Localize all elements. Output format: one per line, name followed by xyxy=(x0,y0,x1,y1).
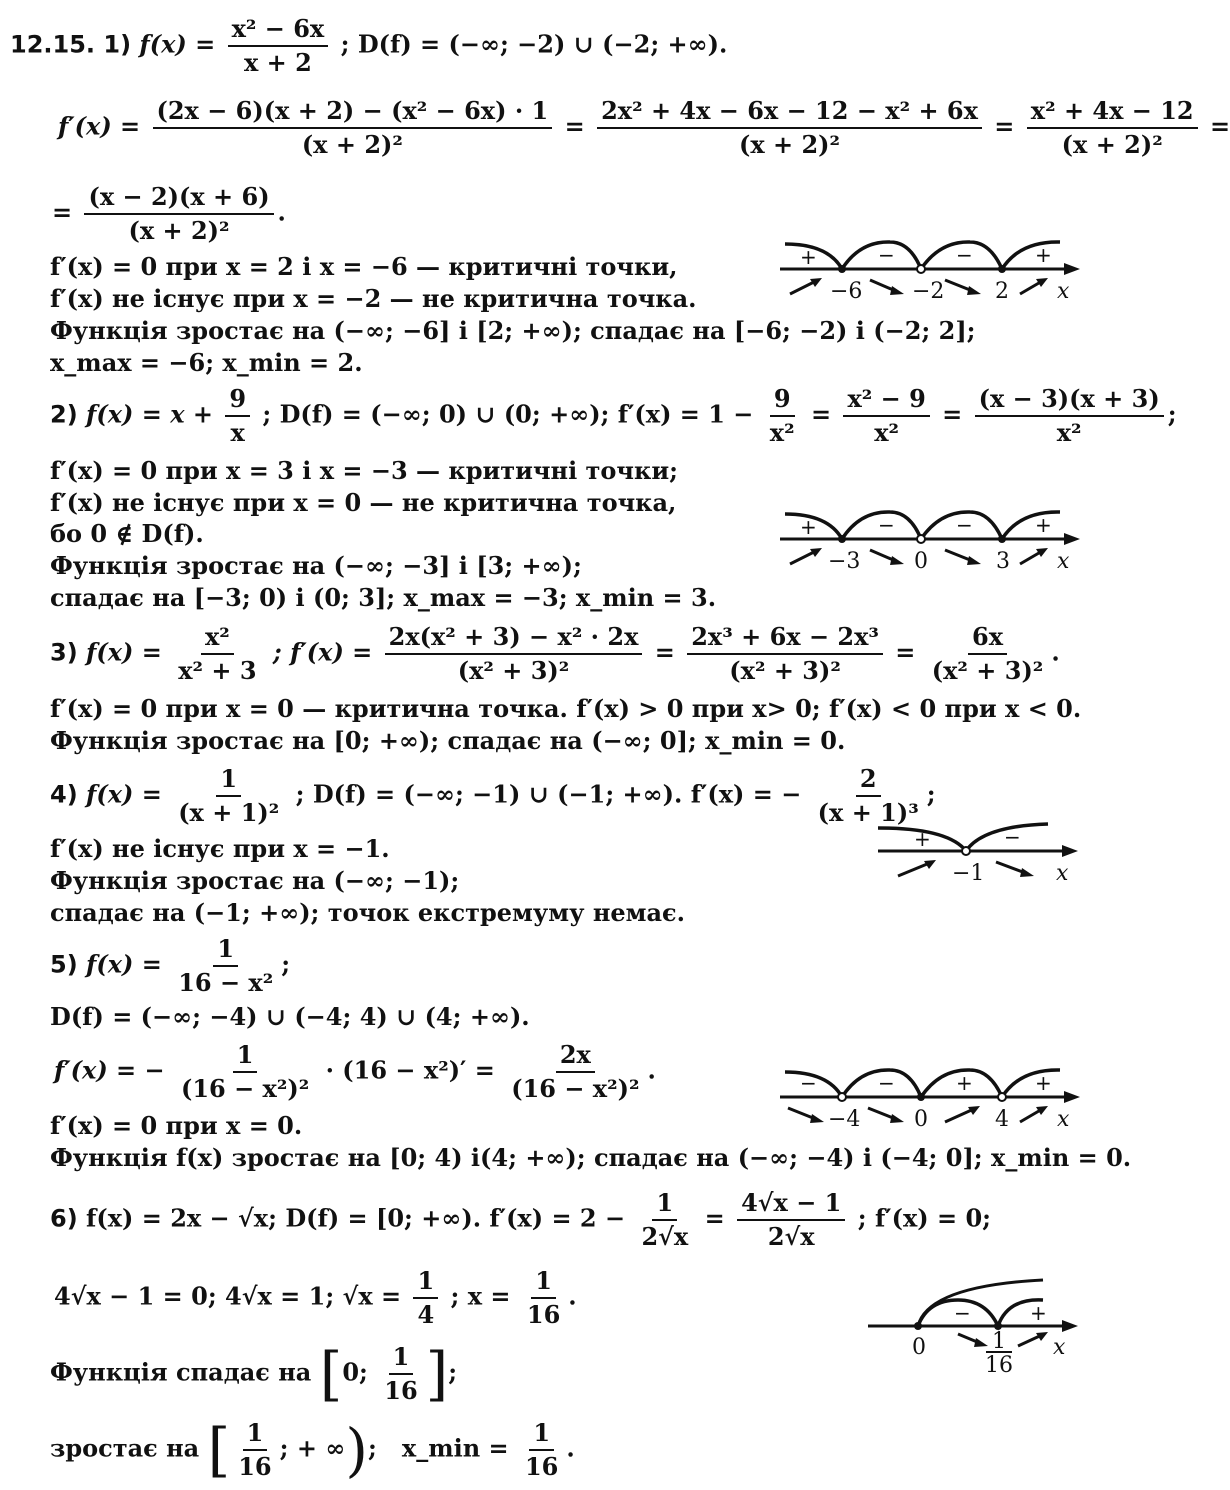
critical-point xyxy=(998,535,1006,543)
point-label: 4 xyxy=(995,1107,1009,1132)
semicolon: ; xyxy=(1167,399,1177,429)
critical-point xyxy=(917,1093,925,1101)
equals: = xyxy=(1210,111,1230,141)
numerator: 9 xyxy=(225,384,250,417)
p2-f-lhs: f(x) = x + xyxy=(86,399,213,429)
p5-derivative-line xyxy=(54,1040,656,1104)
sign-diagram-2 xyxy=(780,506,1080,576)
equals: = xyxy=(654,637,675,667)
p4-f-lhs: f(x) = xyxy=(86,779,162,809)
sign-label: − xyxy=(1004,825,1021,849)
denominator: 2√x xyxy=(641,1222,689,1251)
interval-start: 0; xyxy=(342,1357,368,1387)
p5-function-line xyxy=(50,934,290,998)
p6-function: f(x) = 2x − √x; D(f) = [0; +∞). f′(x) = 2 − xyxy=(86,1203,626,1233)
denominator: (16 − x²)² xyxy=(511,1074,640,1103)
axis-label: x xyxy=(1057,279,1070,304)
numerator: 1 xyxy=(413,1266,438,1299)
numerator: 2 xyxy=(856,764,881,797)
p3-frac-c xyxy=(928,622,1048,686)
equals: = xyxy=(52,197,73,227)
sign-label: + xyxy=(800,515,817,539)
arrow-head-icon xyxy=(967,556,981,565)
p3-frac-b xyxy=(687,622,883,686)
p3-derivative-lhs: ; f′(x) = xyxy=(272,637,373,667)
denominator: (x + 2)² xyxy=(738,130,841,159)
p3-f-lhs: f(x) = xyxy=(86,637,162,667)
p1-function-line xyxy=(10,14,727,78)
p2-monotonic-1: Функція зростає на (−∞; −3] і [3; +∞); xyxy=(50,551,582,580)
sign-label: − xyxy=(956,243,973,267)
p1-derivative-lhs: f′(x) = xyxy=(58,111,141,141)
numerator: 2x³ + 6x − 2x³ xyxy=(687,622,883,655)
p6-function-line xyxy=(50,1188,991,1252)
p1-f-lhs: f(x) = xyxy=(139,29,216,59)
sign-label: − xyxy=(954,1301,971,1325)
period: . xyxy=(568,1281,577,1311)
arrow-head-icon xyxy=(890,1114,904,1123)
numerator: 2x² + 4x − 6x − 12 − x² + 6x xyxy=(597,96,982,129)
denominator: 16 xyxy=(526,1300,561,1329)
denominator: (x + 2)² xyxy=(301,130,403,159)
axis-label: x xyxy=(1053,1335,1066,1360)
sign-diagram-6 xyxy=(868,1276,1078,1386)
p5-monotonic: Функція f(x) зростає на [0; 4) і(4; +∞); спадає на (−∞; −4) і (−4; 0]; x_min = 0. xyxy=(50,1143,1132,1172)
denominator: (16 − x²)² xyxy=(180,1074,310,1103)
denominator: x² xyxy=(874,418,900,447)
denominator: (x² + 3)² xyxy=(931,656,1044,685)
p5-f-fraction xyxy=(174,934,277,998)
p2-frac-c xyxy=(975,384,1164,448)
right-bracket: ] xyxy=(425,1340,449,1408)
numerator: 2x(x² + 3) − x² · 2x xyxy=(385,622,643,655)
p2-not-exist: f′(x) не існує при x = 0 — не критична точка, xyxy=(50,488,677,517)
point-label: −2 xyxy=(912,279,945,304)
point-label-denominator: 16 xyxy=(985,1353,1013,1378)
point-label: −1 xyxy=(952,861,985,886)
p6-solve-line xyxy=(54,1266,577,1330)
p6-increase-line xyxy=(50,1418,575,1482)
arrow-head-icon xyxy=(974,1338,988,1347)
period: . xyxy=(1051,637,1060,667)
numerator: (2x − 6)(x + 2) − (x² − 6x) · 1 xyxy=(153,96,553,129)
denominator: x xyxy=(230,418,245,447)
p4-domain: ; D(f) = (−∞; −1) ∪ (−1; +∞). f′(x) = − xyxy=(295,779,802,809)
p1-extremum: x_max = −6; x_min = 2. xyxy=(50,348,363,377)
p2-because: бо 0 ∉ D(f). xyxy=(50,519,204,548)
critical-point xyxy=(914,1322,922,1330)
left-bracket: [ xyxy=(319,1340,343,1408)
equals: = xyxy=(564,111,585,141)
sign-arcs xyxy=(785,1070,1060,1097)
p2-f-fraction xyxy=(225,384,250,448)
p2-critical: f′(x) = 0 при x = 3 і x = −3 — критичні точки; xyxy=(50,456,678,485)
numerator: 1 xyxy=(233,1040,258,1073)
p3-monotonic: Функція зростає на [0; +∞); спадає на (−∞; 0]; x_min = 0. xyxy=(50,726,846,755)
denominator: 16 xyxy=(384,1376,418,1405)
denominator: (x + 1)³ xyxy=(817,798,919,827)
p6-tail: ; f′(x) = 0; xyxy=(857,1203,991,1233)
numerator: 1 xyxy=(216,764,241,797)
denominator: x + 2 xyxy=(244,48,312,77)
axis-arrow-icon xyxy=(1062,845,1078,857)
numerator: 1 xyxy=(531,1266,556,1299)
problem-number: 3) xyxy=(50,638,78,667)
sign-label: + xyxy=(914,827,931,851)
sign-label: + xyxy=(800,245,817,269)
p6-decrease-line xyxy=(50,1342,457,1406)
arrow-head-icon xyxy=(810,1114,824,1123)
p6-xmin-frac xyxy=(521,1418,562,1482)
sign-label: + xyxy=(1035,513,1052,537)
axis-label: x xyxy=(1057,549,1070,574)
denominator: x² xyxy=(1056,418,1082,447)
problem-number: 12.15. 1) xyxy=(10,30,132,59)
numerator: 9 xyxy=(770,384,795,417)
p5-critical: f′(x) = 0 при x = 0. xyxy=(50,1111,303,1140)
p4-monotonic-2: спадає на (−1; +∞); точок екстремуму немає. xyxy=(50,898,686,927)
p6-inc-frac xyxy=(234,1418,275,1482)
numerator: x² xyxy=(201,622,234,655)
sign-label: + xyxy=(1035,1071,1052,1095)
period: . xyxy=(647,1055,656,1085)
denominator: (x + 1)² xyxy=(178,798,280,827)
critical-point xyxy=(838,535,846,543)
p1-derivative-line xyxy=(58,96,1230,160)
sign-label: + xyxy=(956,1071,973,1095)
p1-not-exist: f′(x) не існує при x = −2 — не критична точка. xyxy=(50,284,697,313)
p2-function-line xyxy=(50,384,1177,448)
arrow-head-icon xyxy=(890,556,904,565)
p1-factored-line xyxy=(52,182,286,246)
problem-number: 2) xyxy=(50,400,78,429)
numerator: (x − 2)(x + 6) xyxy=(84,182,273,215)
excluded-point xyxy=(998,1093,1006,1101)
denominator: x² + 3 xyxy=(178,656,257,685)
denominator: (x + 2)² xyxy=(1061,130,1163,159)
p2-monotonic-2: спадає на [−3; 0) і (0; 3]; x_max = −3; x_min = 3. xyxy=(50,583,717,612)
semicolon: ; xyxy=(367,1433,377,1463)
sign-arcs xyxy=(918,1300,1043,1326)
point-label: 0 xyxy=(914,549,928,574)
numerator: 1 xyxy=(529,1418,554,1451)
equals: = xyxy=(994,111,1015,141)
point-label: −3 xyxy=(828,549,861,574)
p6-xmin: x_min = xyxy=(401,1433,509,1463)
p6-frac-sixteenth xyxy=(523,1266,564,1330)
period: . xyxy=(566,1433,575,1463)
axis-arrow-icon xyxy=(1064,533,1080,545)
numerator: 1 xyxy=(243,1418,268,1451)
equals: = xyxy=(942,399,963,429)
p1-critical: f′(x) = 0 при x = 2 і x = −6 — критичні точки, xyxy=(50,252,678,281)
point-label: 3 xyxy=(996,549,1010,574)
numerator: 2x xyxy=(556,1040,595,1073)
point-label-numerator: 1 xyxy=(992,1329,1006,1354)
sign-diagram-1 xyxy=(780,236,1080,306)
numerator: (x − 3)(x + 3) xyxy=(975,384,1164,417)
sign-arcs xyxy=(878,824,1048,851)
excluded-point xyxy=(917,265,925,273)
arrow-head-icon xyxy=(1020,868,1034,877)
p2-frac-a xyxy=(766,384,799,448)
numerator: x² − 9 xyxy=(843,384,929,417)
sign-label: − xyxy=(878,1071,895,1095)
p6-increase-label: зростає на xyxy=(50,1433,200,1463)
critical-point xyxy=(998,265,1006,273)
p6-solve: 4√x − 1 = 0; 4√x = 1; √x = xyxy=(54,1281,402,1311)
equals: = xyxy=(895,637,916,667)
denominator: (x² + 3)² xyxy=(457,656,570,685)
problem-number: 4) xyxy=(50,780,78,809)
p6-x-eq: ; x = xyxy=(450,1281,511,1311)
equals: = xyxy=(810,399,832,429)
denominator: 2√x xyxy=(767,1222,815,1251)
sign-label: − xyxy=(878,513,895,537)
interval-end: ; + ∞ xyxy=(279,1433,346,1463)
denominator: 16 xyxy=(524,1452,559,1481)
denominator: 4 xyxy=(417,1300,435,1329)
equals: = xyxy=(704,1203,725,1233)
axis-arrow-icon xyxy=(1062,1320,1078,1332)
excluded-point xyxy=(838,1093,846,1101)
p1-derivative-frac-2 xyxy=(597,96,982,160)
numerator: 4√x − 1 xyxy=(737,1188,845,1221)
axis-label: x xyxy=(1057,1107,1070,1132)
numerator: 1 xyxy=(213,934,238,967)
sign-label: − xyxy=(800,1071,817,1095)
semicolon: ; xyxy=(448,1357,458,1387)
arrow-head-icon xyxy=(890,286,904,295)
sign-diagram-4 xyxy=(878,818,1078,888)
denominator: (x + 2)² xyxy=(128,216,230,245)
point-label: −6 xyxy=(830,279,863,304)
p1-derivative-frac-1 xyxy=(153,96,553,160)
numerator: 1 xyxy=(389,1342,414,1375)
p5-frac-a xyxy=(177,1040,313,1104)
p4-f-fraction xyxy=(174,764,283,828)
p6-decrease-label: Функція спадає на xyxy=(50,1357,312,1387)
left-bracket: [ xyxy=(207,1416,231,1484)
p5-frac-b xyxy=(507,1040,643,1104)
sign-label: − xyxy=(956,513,973,537)
point-label: −4 xyxy=(828,1107,861,1132)
p1-monotonic: Функція зростає на (−∞; −6] і [2; +∞); спадає на [−6; −2) і (−2; 2]; xyxy=(50,316,976,345)
p1-derivative-frac-3 xyxy=(1027,96,1198,160)
p4-function-line xyxy=(50,764,936,828)
p3-critical: f′(x) = 0 при x = 0 — критична точка. f′(x) > 0 при x> 0; f′(x) < 0 при x < 0. xyxy=(50,694,1082,723)
denominator: x² xyxy=(769,418,795,447)
point-label: 2 xyxy=(995,279,1009,304)
sign-label: + xyxy=(1035,243,1052,267)
numerator: 6x xyxy=(968,622,1007,655)
p1-factored-fraction xyxy=(84,182,273,246)
p6-frac-quarter xyxy=(413,1266,438,1330)
p5-middle: · (16 − x²)′ = xyxy=(325,1055,495,1085)
axis-arrow-icon xyxy=(1064,263,1080,275)
p6-frac-a xyxy=(637,1188,692,1252)
axis-arrow-icon xyxy=(1064,1091,1080,1103)
arrow-head-icon xyxy=(967,286,981,295)
semicolon: ; xyxy=(281,949,291,979)
numerator: x² + 4x − 12 xyxy=(1027,96,1198,129)
numerator: 1 xyxy=(652,1188,677,1221)
excluded-point xyxy=(962,847,970,855)
sign-label: − xyxy=(878,243,895,267)
denominator: 16 xyxy=(238,1452,272,1481)
critical-point xyxy=(838,265,846,273)
sign-diagram-5 xyxy=(780,1064,1080,1134)
sign-label: + xyxy=(1030,1301,1047,1325)
p5-domain: D(f) = (−∞; −4) ∪ (−4; 4) ∪ (4; +∞). xyxy=(50,1002,530,1031)
p3-frac-a xyxy=(385,622,643,686)
denominator: (x² + 3)² xyxy=(729,656,841,685)
p4-not-exist: f′(x) не існує при x = −1. xyxy=(50,834,390,863)
p5-f-lhs: f(x) = xyxy=(86,949,162,979)
point-label: 0 xyxy=(912,1335,926,1360)
axis-label: x xyxy=(1056,861,1069,886)
point-label: 0 xyxy=(914,1107,928,1132)
denominator: 16 − x² xyxy=(178,968,274,997)
p1-domain: ; D(f) = (−∞; −2) ∪ (−2; +∞). xyxy=(340,29,728,59)
p2-domain: ; D(f) = (−∞; 0) ∪ (0; +∞); f′(x) = 1 − xyxy=(262,399,754,429)
p3-function-line xyxy=(50,622,1060,686)
p6-dec-frac xyxy=(380,1342,421,1406)
problem-number: 5) xyxy=(50,950,78,979)
p5-derivative-lhs: f′(x) = − xyxy=(54,1055,165,1085)
p6-frac-b xyxy=(737,1188,845,1252)
excluded-point xyxy=(917,535,925,543)
p3-f-fraction xyxy=(174,622,260,686)
right-paren: ) xyxy=(345,1416,368,1484)
numerator: x² − 6x xyxy=(228,14,329,47)
p4-monotonic-1: Функція зростає на (−∞; −1); xyxy=(50,866,460,895)
semicolon: ; xyxy=(926,779,936,809)
period: . xyxy=(277,197,286,227)
problem-number: 6) xyxy=(50,1204,78,1233)
p2-frac-b xyxy=(843,384,929,448)
p1-f-fraction xyxy=(228,14,329,78)
